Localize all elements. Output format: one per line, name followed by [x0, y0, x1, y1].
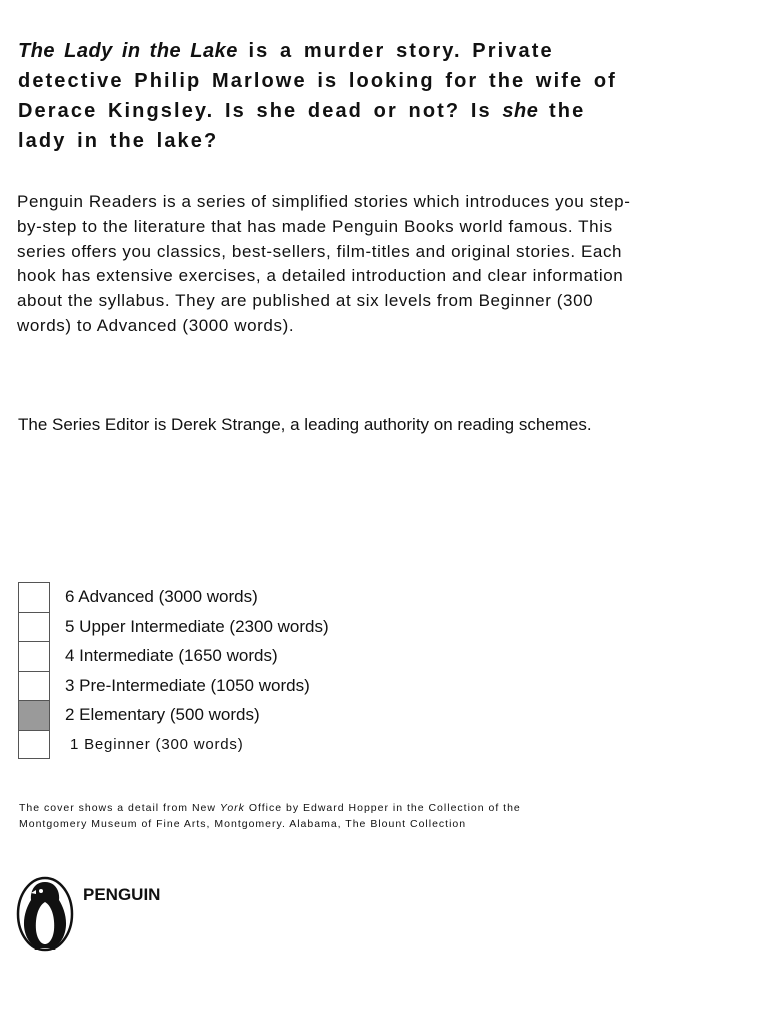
level-box [18, 582, 50, 612]
blurb-text-part-2: the lady in the lake? [18, 100, 586, 152]
credit-italic: York [219, 802, 245, 814]
level-label: 3 Pre-Intermediate (1050 words) [65, 675, 310, 695]
credit-prefix: The cover shows a detail from New [19, 802, 220, 814]
cover-credit [19, 800, 539, 832]
level-row-5 [18, 612, 418, 642]
blurb-text-part-1: is a murder story. Private detective Philip Marlowe is looking for the wife of Derace Kingsley. Is she dead or not? Is [18, 40, 617, 122]
penguin-logo-icon [16, 876, 74, 952]
series-intro-paragraph: Penguin Readers is a series of simplified stories which introduces you step-by-step to the literature that has made Penguin Books world famous. This series offers you classics, best-sellers, film-titles and original stories. Each hook has extensive exercises, a detailed introduction and clear information about the syllabus. They are published at six levels from Beginner (300 words) to Advanced (3000 words). [17, 192, 631, 335]
level-row-3 [18, 671, 418, 701]
level-label: 5 Upper Intermediate (2300 words) [65, 616, 329, 636]
level-box-filled [18, 700, 50, 730]
level-row-4 [18, 641, 418, 671]
credit-suffix: Office by Edward Hopper in the Collection of the Montgomery Museum of Fine Arts, Montgomery. Alabama, The Blount Collection [19, 802, 521, 830]
level-row-6 [18, 582, 418, 612]
level-label: 6 Advanced (3000 words) [65, 587, 258, 606]
level-label: 1 Beginner (300 words) [70, 735, 244, 753]
level-row-2-selected [18, 700, 418, 730]
level-label: 2 Elementary (500 words) [65, 705, 260, 724]
story-blurb [18, 36, 638, 156]
level-box [18, 671, 50, 701]
level-box [18, 641, 50, 671]
level-box [18, 612, 50, 642]
series-editor-note: The Series Editor is Derek Strange, a leading authority on reading schemes. [18, 415, 592, 434]
blurb-emphasis: she [502, 100, 539, 122]
publisher-name: PENGUIN [83, 885, 161, 904]
level-box [18, 730, 50, 760]
level-row-1 [18, 730, 418, 760]
level-label: 4 Intermediate (1650 words) [65, 646, 278, 665]
book-title: The Lady in the Lake [18, 40, 238, 62]
level-scale [18, 582, 418, 759]
